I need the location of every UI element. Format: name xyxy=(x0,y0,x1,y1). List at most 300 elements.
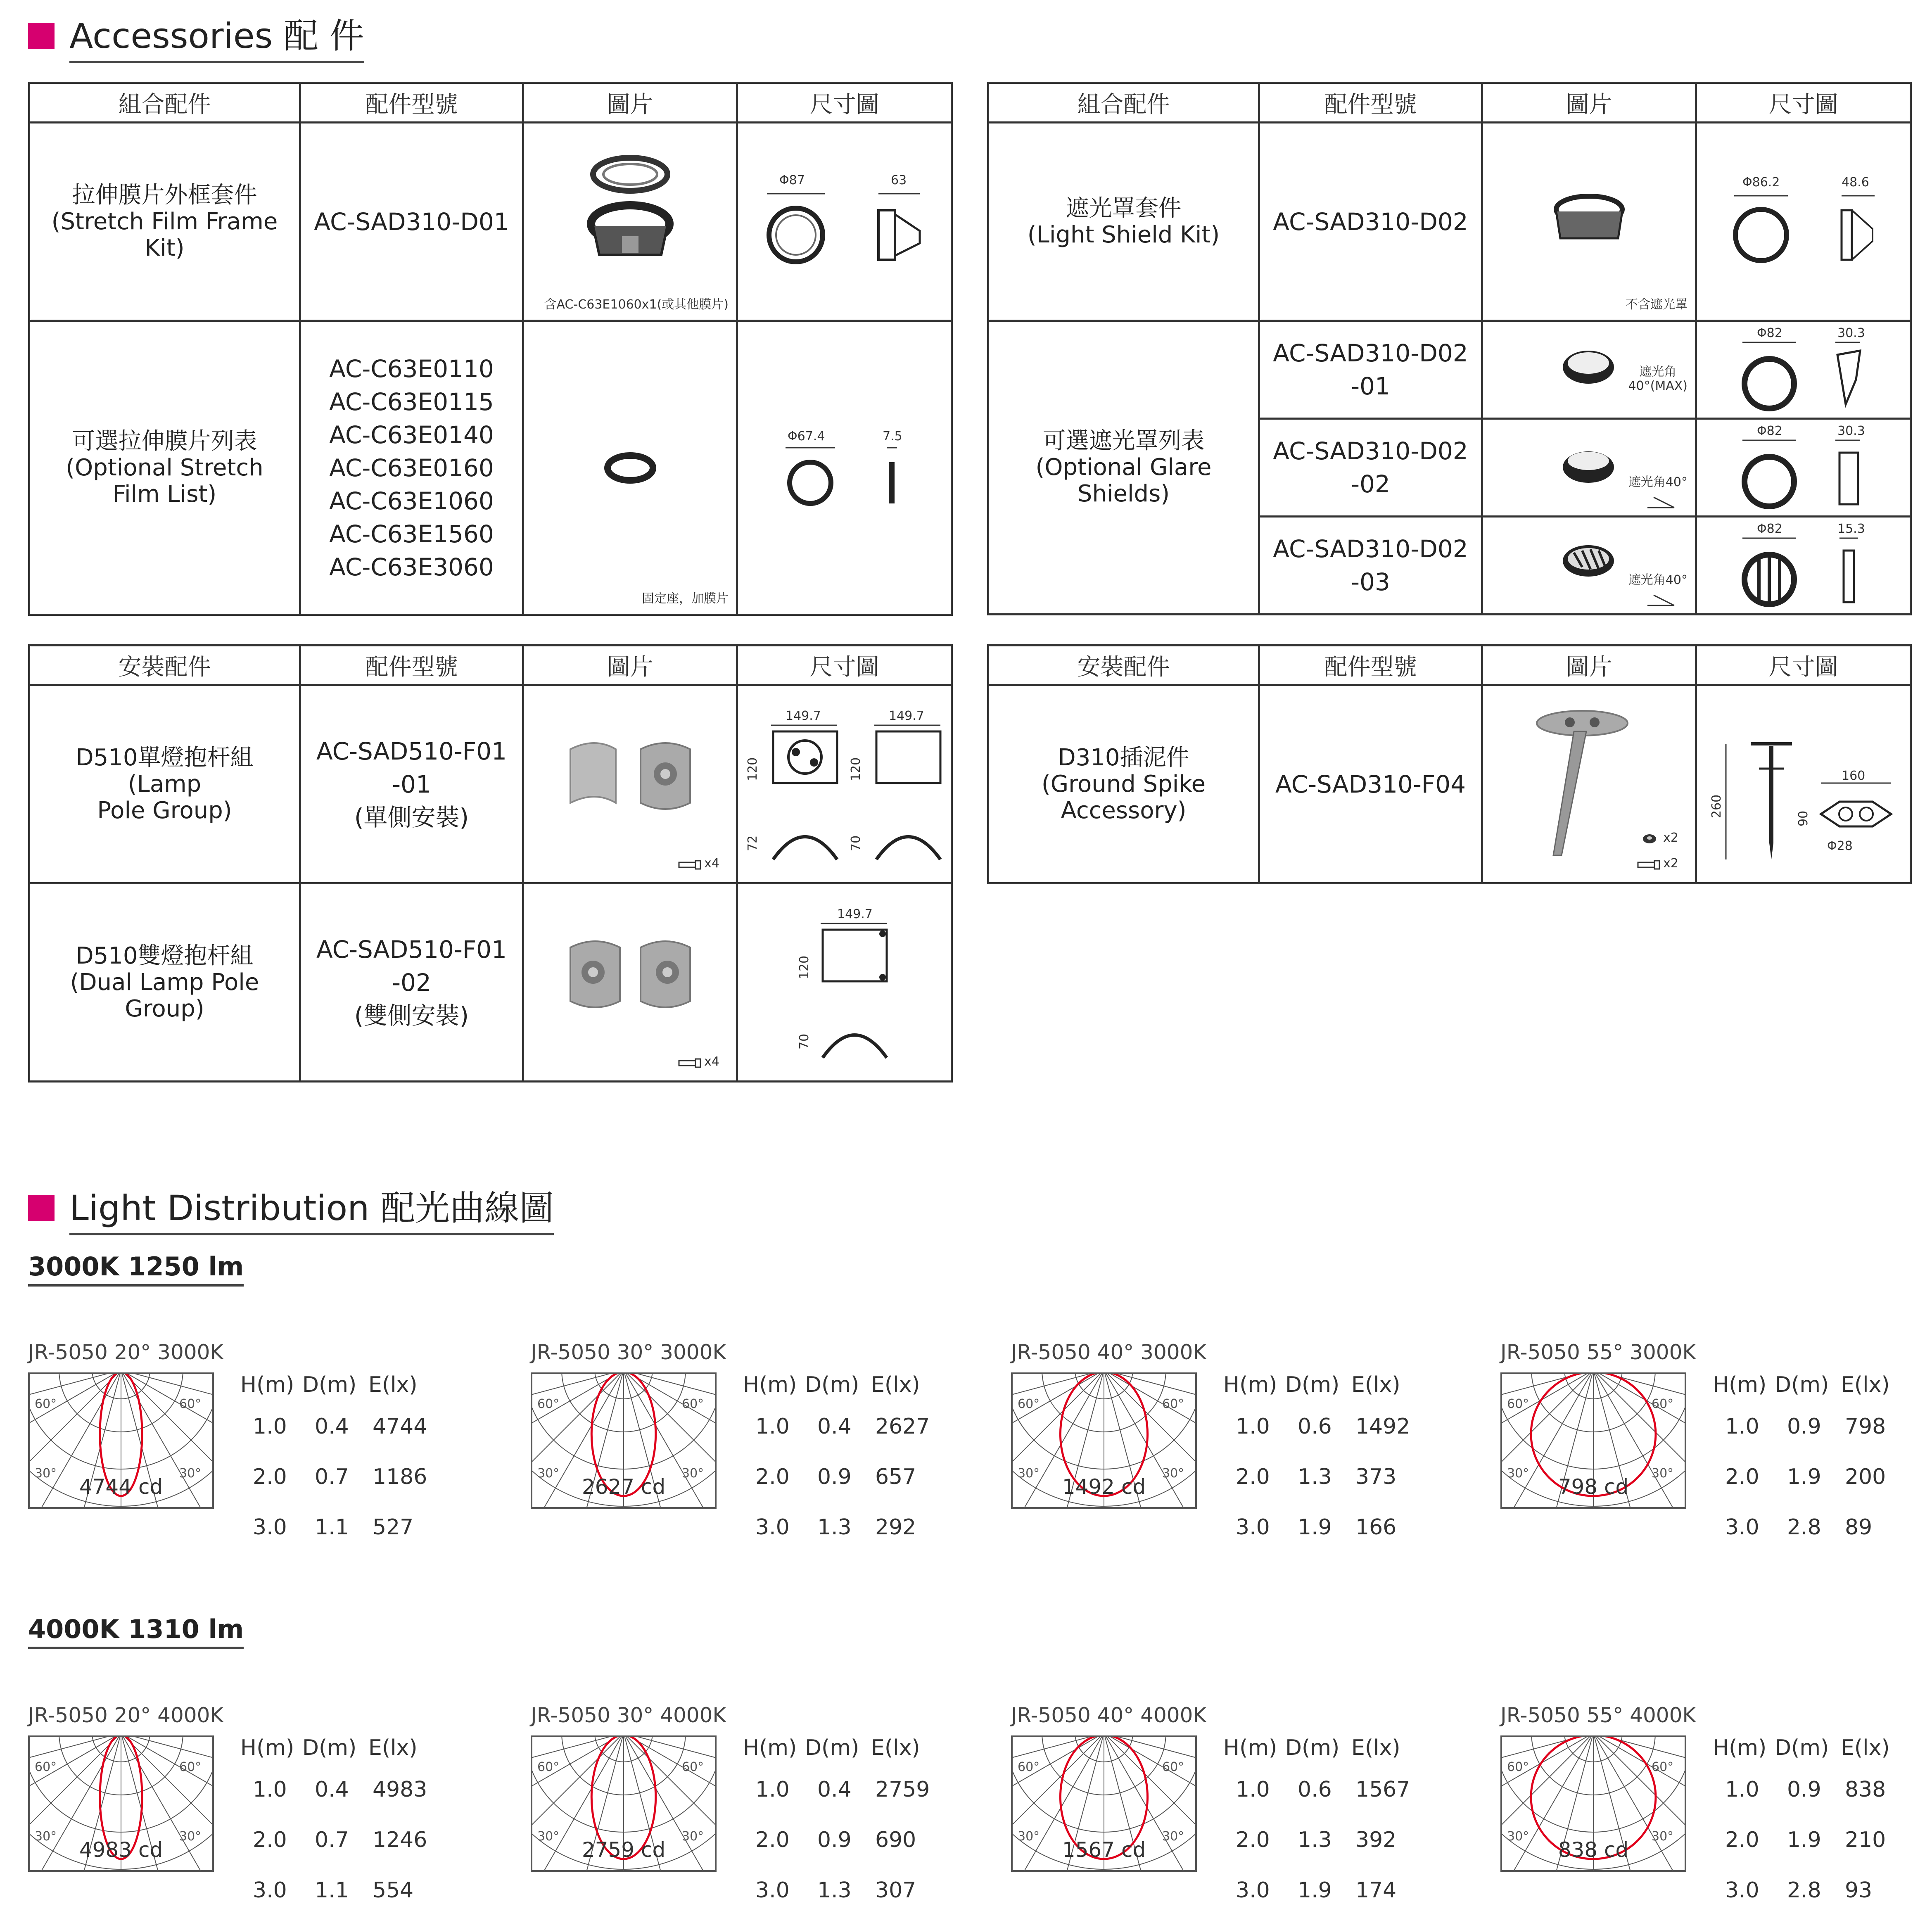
dim-height: 30.3 xyxy=(1837,326,1865,340)
angle-label: 30° xyxy=(1507,1829,1529,1844)
accessory-dimension-cell xyxy=(737,123,952,321)
group-heading-3000k: 3000K 1250 lm xyxy=(28,1251,244,1287)
polar-title: JR-5050 55° 4000K xyxy=(1500,1703,1696,1727)
illuminance-header: E(lx) xyxy=(368,1372,418,1397)
table-row xyxy=(1223,1452,1422,1502)
angle-label: 30° xyxy=(682,1829,704,1844)
header-model: 配件型號 xyxy=(300,646,523,685)
accessory-name-cell: D510單燈抱杆組 (Lamp Pole Group) xyxy=(29,685,300,883)
dim-length: 260 xyxy=(1709,794,1724,818)
illuminance-header: H(m) xyxy=(1713,1372,1767,1397)
polar-block xyxy=(1500,1340,1913,1555)
illuminance-value: 2627 xyxy=(875,1414,930,1439)
illuminance-table xyxy=(1223,1372,1422,1553)
polar-chart xyxy=(1011,1735,1197,1872)
illuminance-value: 1.0 xyxy=(1725,1414,1759,1439)
accessories-section-title xyxy=(28,8,364,63)
quantity-label: x2 xyxy=(1663,831,1678,845)
peak-intensity-label: 2759 cd xyxy=(581,1838,666,1862)
illuminance-value: 307 xyxy=(875,1878,916,1903)
peak-intensity-label: 798 cd xyxy=(1558,1475,1629,1499)
illuminance-value: 2.0 xyxy=(1725,1465,1759,1489)
illuminance-value: 2.0 xyxy=(1725,1828,1759,1852)
dim-diameter: Φ82 xyxy=(1757,522,1782,536)
illuminance-value: 373 xyxy=(1355,1465,1397,1489)
illuminance-value: 1567 xyxy=(1355,1777,1410,1802)
accessory-image-cell xyxy=(1482,685,1696,883)
accessory-dimension-cell xyxy=(1696,419,1911,517)
angle-label: 60° xyxy=(35,1397,57,1411)
model-item: AC-C63E0160 xyxy=(329,453,494,482)
dim-diameter: Φ28 xyxy=(1827,839,1853,853)
table-row xyxy=(240,1452,439,1502)
angle-label: 30° xyxy=(1507,1466,1529,1481)
accessory-image-cell xyxy=(1482,419,1696,517)
dim-height: 90 xyxy=(1796,810,1811,826)
angle-label: 30° xyxy=(179,1466,202,1481)
accessory-note: 固定座，加膜片 xyxy=(642,591,729,606)
angle-label: 60° xyxy=(1018,1760,1040,1774)
header-combo: 組合配件 xyxy=(988,83,1259,123)
header-dimension: 尺寸圖 xyxy=(1696,646,1911,685)
illuminance-value: 3.0 xyxy=(1725,1515,1759,1540)
angle-label: 60° xyxy=(35,1760,57,1774)
dim-height: 120 xyxy=(745,757,760,781)
illuminance-value: 1.0 xyxy=(1236,1777,1270,1802)
accessory-name-cell: 可選遮光罩列表 (Optional Glare Shields) xyxy=(988,321,1259,615)
accessory-model-list-cell xyxy=(300,321,523,615)
angle-label: 60° xyxy=(179,1397,202,1411)
accessories-title: Accessories 配 件 xyxy=(69,8,364,63)
header-combo: 組合配件 xyxy=(29,83,300,123)
illuminance-value: 4744 xyxy=(373,1414,427,1439)
accessory-image-cell xyxy=(1482,123,1696,321)
illuminance-value: 3.0 xyxy=(1236,1878,1270,1903)
illuminance-value: 1.0 xyxy=(755,1777,790,1802)
accessory-model-cell: AC-SAD510-F01 -01 (單側安裝) xyxy=(300,685,523,883)
dim-height: 63 xyxy=(891,173,907,188)
dim-depth: 70 xyxy=(849,835,863,851)
polar-title: JR-5050 20° 3000K xyxy=(28,1340,224,1364)
polar-block xyxy=(28,1703,441,1911)
polar-title: JR-5050 30° 4000K xyxy=(531,1703,726,1727)
header-model: 配件型號 xyxy=(300,83,523,123)
angle-label: 30° xyxy=(35,1466,57,1481)
illuminance-header: E(lx) xyxy=(1351,1735,1400,1760)
illuminance-table xyxy=(240,1372,439,1553)
ground-spike-illustration xyxy=(1520,698,1644,872)
illuminance-header: D(m) xyxy=(805,1372,859,1397)
illuminance-header: D(m) xyxy=(805,1735,859,1760)
table-row xyxy=(1223,1502,1422,1553)
header-image: 圖片 xyxy=(523,646,737,685)
quantity-label: x4 xyxy=(704,856,719,871)
illuminance-header: E(lx) xyxy=(871,1372,920,1397)
accessory-image-cell xyxy=(523,883,737,1082)
table-row xyxy=(743,1452,941,1502)
illuminance-value: 1.3 xyxy=(1298,1828,1332,1852)
dim-height: 30.3 xyxy=(1837,424,1865,438)
illuminance-value: 1.9 xyxy=(1298,1878,1332,1903)
accessory-image-cell xyxy=(1482,517,1696,615)
illuminance-value: 3.0 xyxy=(253,1515,287,1540)
light-shield-kit-illustration xyxy=(1548,189,1631,255)
illuminance-table xyxy=(1713,1372,1911,1553)
glare-shield-01-dimension-drawing xyxy=(1697,322,1911,417)
polar-chart xyxy=(531,1735,717,1872)
illuminance-header: D(m) xyxy=(1285,1735,1340,1760)
polar-title: JR-5050 20° 4000K xyxy=(28,1703,224,1727)
angle-label: 60° xyxy=(1507,1397,1529,1411)
polar-block xyxy=(28,1340,441,1555)
accessory-name-cell: D510雙燈抱杆組 (Dual Lamp Pole Group) xyxy=(29,883,300,1082)
frame-kit-dimension-drawing xyxy=(738,148,952,305)
accessory-model-cell: AC-SAD310-D02 -03 xyxy=(1259,517,1482,615)
table-row xyxy=(743,1815,941,1865)
table-row xyxy=(1223,1865,1422,1911)
accessory-dimension-cell xyxy=(1696,517,1911,615)
illuminance-header: E(lx) xyxy=(1351,1372,1400,1397)
angle-label: 30° xyxy=(537,1466,560,1481)
illuminance-header: H(m) xyxy=(1713,1735,1767,1760)
table-row xyxy=(743,1865,941,1911)
table-row xyxy=(1713,1865,1911,1911)
glare-shield-03-dimension-drawing xyxy=(1697,518,1911,612)
illuminance-value: 93 xyxy=(1845,1878,1873,1903)
illuminance-value: 1492 xyxy=(1355,1414,1410,1439)
illuminance-value: 2.0 xyxy=(253,1828,287,1852)
table-row xyxy=(240,1815,439,1865)
illuminance-header: E(lx) xyxy=(368,1735,418,1760)
polar-chart xyxy=(1500,1735,1686,1872)
angle-label: 30° xyxy=(179,1829,202,1844)
polar-title: JR-5050 30° 3000K xyxy=(531,1340,726,1364)
accessory-model-cell: AC-SAD310-D02 xyxy=(1259,123,1482,321)
accessory-dimension-cell xyxy=(1696,123,1911,321)
header-model: 配件型號 xyxy=(1259,83,1482,123)
illuminance-value: 0.6 xyxy=(1298,1777,1332,1802)
illuminance-value: 838 xyxy=(1845,1777,1886,1802)
accessory-dimension-cell xyxy=(737,685,952,883)
section-marker xyxy=(28,1195,55,1221)
polar-chart xyxy=(1500,1372,1686,1509)
dim-depth: 70 xyxy=(797,1033,812,1049)
light-distribution-section-title xyxy=(28,1180,554,1235)
dim-diameter: Φ87 xyxy=(779,173,805,188)
table-row xyxy=(743,1502,941,1553)
angle-label: 60° xyxy=(179,1760,202,1774)
illuminance-table xyxy=(743,1735,941,1911)
angle-label: 60° xyxy=(1507,1760,1529,1774)
angle-label: 60° xyxy=(1652,1760,1674,1774)
accessory-image-cell xyxy=(1482,321,1696,419)
header-image: 圖片 xyxy=(1482,646,1696,685)
table-row xyxy=(240,1764,439,1815)
illuminance-value: 0.7 xyxy=(315,1828,349,1852)
polar-chart xyxy=(1011,1372,1197,1509)
polar-chart xyxy=(28,1372,214,1509)
illuminance-header: H(m) xyxy=(743,1735,797,1760)
illuminance-value: 3.0 xyxy=(253,1878,287,1903)
quantity-label: x2 xyxy=(1663,856,1678,871)
polar-block xyxy=(1011,1340,1424,1555)
illuminance-header: E(lx) xyxy=(1841,1735,1890,1760)
angle-label: 60° xyxy=(1162,1397,1184,1411)
illuminance-value: 3.0 xyxy=(1725,1878,1759,1903)
dim-width: 160 xyxy=(1842,769,1866,783)
angle-label: 60° xyxy=(682,1397,704,1411)
table-row xyxy=(743,1764,941,1815)
angle-label: 60° xyxy=(537,1397,560,1411)
dim-height: 15.3 xyxy=(1837,522,1865,536)
light-distribution-title: Light Distribution 配光曲線圖 xyxy=(69,1180,554,1235)
angle-label: 30° xyxy=(1018,1829,1040,1844)
model-item: AC-C63E1560 xyxy=(329,520,494,548)
accessory-table-frame-kit xyxy=(28,82,953,616)
table-row xyxy=(1713,1815,1911,1865)
glare-shield-01-illustration xyxy=(1557,342,1623,396)
table-row xyxy=(1713,1502,1911,1553)
accessory-model-cell: AC-SAD310-D02 -01 xyxy=(1259,321,1482,419)
quantity-label: x4 xyxy=(704,1054,719,1069)
illuminance-value: 4983 xyxy=(373,1777,427,1802)
dim-width: 149.7 xyxy=(786,709,821,723)
illuminance-table xyxy=(1223,1735,1422,1911)
accessory-note: 含AC-C63E1060x1(或其他膜片) xyxy=(544,297,729,312)
accessory-dimension-cell xyxy=(737,321,952,615)
angle-label: 60° xyxy=(1162,1760,1184,1774)
illuminance-value: 1186 xyxy=(373,1465,427,1489)
illuminance-value: 2.0 xyxy=(755,1828,790,1852)
header-dimension: 尺寸圖 xyxy=(1696,83,1911,123)
screw-icon xyxy=(678,1058,703,1068)
header-image: 圖片 xyxy=(1482,83,1696,123)
peak-intensity-label: 1567 cd xyxy=(1062,1838,1146,1862)
accessory-model-cell: AC-SAD510-F01 -02 (雙側安裝) xyxy=(300,883,523,1082)
header-dimension: 尺寸圖 xyxy=(737,646,952,685)
illuminance-value: 0.4 xyxy=(817,1414,852,1439)
dim-diameter: Φ86.2 xyxy=(1742,175,1780,190)
light-shield-kit-dimension-drawing xyxy=(1697,148,1911,305)
illuminance-header: E(lx) xyxy=(1841,1372,1890,1397)
illuminance-value: 1.9 xyxy=(1298,1515,1332,1540)
angle-label: 60° xyxy=(682,1760,704,1774)
shield-angle-label: 遮光角40° xyxy=(1628,475,1688,489)
illuminance-value: 690 xyxy=(875,1828,916,1852)
table-row xyxy=(1223,1815,1422,1865)
nut-icon xyxy=(1641,833,1658,845)
accessory-model-cell: AC-SAD310-D01 xyxy=(300,123,523,321)
polar-block xyxy=(1500,1703,1913,1911)
accessory-name-cell: 拉伸膜片外框套件 (Stretch Film Frame Kit) xyxy=(29,123,300,321)
single-pole-bracket-dimension-drawing xyxy=(738,686,952,883)
polar-block xyxy=(1011,1703,1424,1911)
illuminance-header: E(lx) xyxy=(871,1735,920,1760)
screw-icon xyxy=(1637,860,1662,870)
table-row xyxy=(1713,1401,1911,1452)
illuminance-value: 527 xyxy=(373,1515,414,1540)
table-row xyxy=(1713,1452,1911,1502)
accessory-note: 不含遮光罩 xyxy=(1626,297,1688,312)
peak-intensity-label: 1492 cd xyxy=(1062,1475,1146,1499)
illuminance-header: H(m) xyxy=(743,1372,797,1397)
accessory-table-light-shield xyxy=(987,82,1912,615)
illuminance-value: 2.0 xyxy=(755,1465,790,1489)
illuminance-value: 2.0 xyxy=(1236,1465,1270,1489)
illuminance-value: 0.9 xyxy=(1787,1414,1821,1439)
peak-intensity-label: 4983 cd xyxy=(79,1838,163,1862)
film-ring-dimension-drawing xyxy=(738,446,952,570)
illuminance-value: 210 xyxy=(1845,1828,1886,1852)
section-marker xyxy=(28,23,55,49)
accessory-image-cell xyxy=(523,685,737,883)
illuminance-value: 166 xyxy=(1355,1515,1397,1540)
illuminance-header: D(m) xyxy=(1775,1735,1829,1760)
illuminance-value: 1.0 xyxy=(755,1414,790,1439)
illuminance-value: 1.0 xyxy=(1236,1414,1270,1439)
shield-angle-label: 遮光角 40°(MAX) xyxy=(1628,365,1688,393)
illuminance-header: H(m) xyxy=(240,1372,294,1397)
illuminance-value: 1.1 xyxy=(315,1515,349,1540)
model-item: AC-C63E0110 xyxy=(329,354,494,383)
accessory-image-cell xyxy=(523,321,737,615)
group-heading-4000k: 4000K 1310 lm xyxy=(28,1614,244,1649)
angle-label: 30° xyxy=(1162,1466,1184,1481)
illuminance-value: 0.9 xyxy=(1787,1777,1821,1802)
illuminance-value: 392 xyxy=(1355,1828,1397,1852)
header-install: 安裝配件 xyxy=(29,646,300,685)
illuminance-value: 0.9 xyxy=(817,1465,852,1489)
illuminance-value: 3.0 xyxy=(755,1878,790,1903)
illuminance-value: 3.0 xyxy=(1236,1515,1270,1540)
peak-intensity-label: 4744 cd xyxy=(79,1475,163,1499)
frame-kit-illustration xyxy=(577,152,684,275)
header-install: 安裝配件 xyxy=(988,646,1259,685)
illuminance-value: 2.8 xyxy=(1787,1515,1821,1540)
illuminance-value: 0.4 xyxy=(817,1777,852,1802)
illuminance-value: 3.0 xyxy=(755,1515,790,1540)
illuminance-header: D(m) xyxy=(1285,1372,1340,1397)
illuminance-value: 2.0 xyxy=(253,1465,287,1489)
angle-label: 30° xyxy=(1162,1829,1184,1844)
illuminance-value: 2.0 xyxy=(1236,1828,1270,1852)
illuminance-value: 1.9 xyxy=(1787,1465,1821,1489)
polar-chart xyxy=(28,1735,214,1872)
table-row xyxy=(1223,1764,1422,1815)
illuminance-value: 1.3 xyxy=(817,1515,852,1540)
dim-depth: 72 xyxy=(745,835,760,851)
polar-title: JR-5050 55° 3000K xyxy=(1500,1340,1696,1364)
illuminance-header: D(m) xyxy=(302,1735,357,1760)
polar-block xyxy=(531,1703,944,1911)
illuminance-value: 2.8 xyxy=(1787,1878,1821,1903)
ground-spike-dimension-drawing xyxy=(1697,686,1911,883)
table-row xyxy=(743,1401,941,1452)
accessory-model-cell: AC-SAD310-D02 -02 xyxy=(1259,419,1482,517)
accessory-image-cell xyxy=(523,123,737,321)
polar-chart xyxy=(531,1372,717,1509)
accessory-dimension-cell xyxy=(1696,685,1911,883)
illuminance-header: D(m) xyxy=(302,1372,357,1397)
film-ring-illustration xyxy=(601,449,659,487)
illuminance-header: H(m) xyxy=(1223,1372,1277,1397)
dim-thickness: 7.5 xyxy=(883,429,902,444)
illuminance-header: H(m) xyxy=(1223,1735,1277,1760)
angle-arrow-icon xyxy=(1645,591,1678,608)
accessory-name-cell: 遮光罩套件 (Light Shield Kit) xyxy=(988,123,1259,321)
illuminance-value: 0.7 xyxy=(315,1465,349,1489)
model-item: AC-C63E1060 xyxy=(329,487,494,515)
illuminance-value: 1246 xyxy=(373,1828,427,1852)
dim-height: 120 xyxy=(849,757,863,781)
angle-label: 30° xyxy=(35,1829,57,1844)
illuminance-value: 200 xyxy=(1845,1465,1886,1489)
illuminance-table xyxy=(240,1735,439,1911)
dim-diameter: Φ82 xyxy=(1757,326,1782,340)
illuminance-value: 1.3 xyxy=(1298,1465,1332,1489)
illuminance-value: 2759 xyxy=(875,1777,930,1802)
accessory-name-cell: 可選拉伸膜片列表 (Optional Stretch Film List) xyxy=(29,321,300,615)
illuminance-value: 292 xyxy=(875,1515,916,1540)
accessory-model-cell: AC-SAD310-F04 xyxy=(1259,685,1482,883)
polar-block xyxy=(531,1340,944,1555)
glare-shield-02-dimension-drawing xyxy=(1697,420,1911,515)
angle-label: 30° xyxy=(1652,1829,1674,1844)
illuminance-table xyxy=(743,1372,941,1553)
table-row xyxy=(240,1502,439,1553)
polar-title: JR-5050 40° 3000K xyxy=(1011,1340,1207,1364)
illuminance-value: 1.9 xyxy=(1787,1828,1821,1852)
dim-diameter: Φ82 xyxy=(1757,424,1782,438)
peak-intensity-label: 2627 cd xyxy=(581,1475,666,1499)
header-image: 圖片 xyxy=(523,83,737,123)
polar-title: JR-5050 40° 4000K xyxy=(1011,1703,1207,1727)
illuminance-table xyxy=(1713,1735,1911,1911)
dim-height: 120 xyxy=(797,955,812,979)
illuminance-value: 554 xyxy=(373,1878,414,1903)
table-row xyxy=(240,1865,439,1911)
illuminance-value: 657 xyxy=(875,1465,916,1489)
table-row xyxy=(1713,1764,1911,1815)
illuminance-value: 0.9 xyxy=(817,1828,852,1852)
illuminance-value: 1.0 xyxy=(253,1414,287,1439)
angle-label: 60° xyxy=(1652,1397,1674,1411)
dim-width: 149.7 xyxy=(889,709,924,723)
peak-intensity-label: 838 cd xyxy=(1558,1838,1629,1862)
illuminance-value: 798 xyxy=(1845,1414,1886,1439)
glare-shield-02-illustration xyxy=(1557,442,1623,496)
angle-label: 30° xyxy=(1652,1466,1674,1481)
illuminance-value: 1.0 xyxy=(1725,1777,1759,1802)
shield-angle-label: 遮光角40° xyxy=(1628,573,1688,587)
illuminance-value: 0.4 xyxy=(315,1414,349,1439)
dim-diameter: Φ67.4 xyxy=(788,429,825,444)
model-item: AC-C63E0140 xyxy=(329,420,494,449)
angle-label: 60° xyxy=(537,1760,560,1774)
illuminance-value: 0.6 xyxy=(1298,1414,1332,1439)
table-row xyxy=(240,1401,439,1452)
accessory-dimension-cell xyxy=(737,883,952,1082)
angle-arrow-icon xyxy=(1645,493,1678,510)
model-item: AC-C63E0115 xyxy=(329,387,494,416)
angle-label: 30° xyxy=(537,1829,560,1844)
illuminance-header: H(m) xyxy=(240,1735,294,1760)
illuminance-value: 174 xyxy=(1355,1878,1397,1903)
dim-height: 48.6 xyxy=(1842,175,1869,190)
angle-label: 60° xyxy=(1018,1397,1040,1411)
illuminance-value: 89 xyxy=(1845,1515,1873,1540)
angle-label: 30° xyxy=(1018,1466,1040,1481)
